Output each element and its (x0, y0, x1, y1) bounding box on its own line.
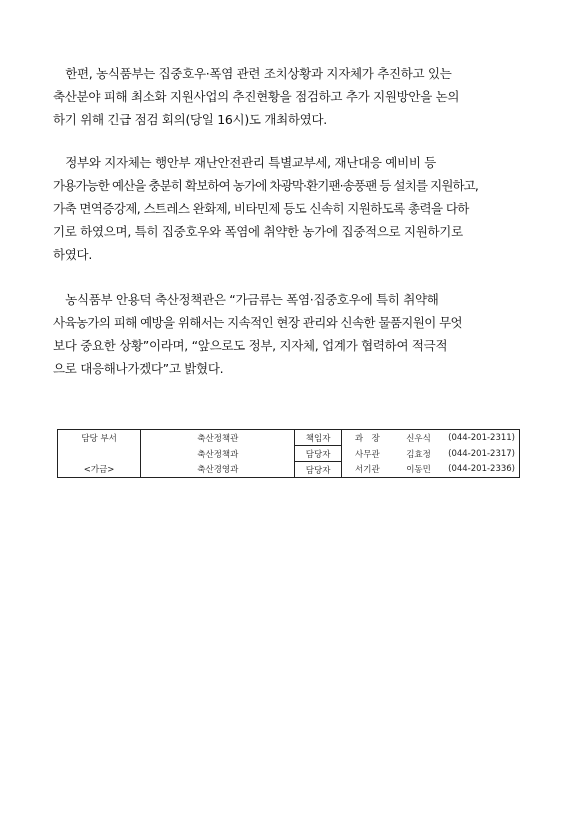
dept-spacer (58, 446, 141, 462)
paragraph-line: 한편, 농식품부는 집중호우·폭염 관련 조치상황과 지자체가 추진하고 있는 (53, 66, 452, 81)
dept-sub: <가금> (58, 462, 141, 478)
office-name: 축산정책관 (141, 430, 295, 446)
contact-name: 김효정 (406, 449, 431, 460)
contact-role: 담당자 (295, 462, 341, 478)
paragraph-line: 기로 하였으며, 특히 집중호우와 폭염에 취약한 농가에 집중적으로 지원하기로 (53, 224, 463, 239)
contact-position: 사무관 (355, 449, 380, 460)
contact-phone: (044-201-2317) (448, 448, 515, 459)
contact-phone: (044-201-2336) (448, 464, 515, 475)
contact-name: 신우식 (406, 433, 431, 444)
contact-position: 과 장 (354, 433, 380, 444)
contact-name: 이동민 (406, 465, 431, 476)
paragraph-line: 으로 대응해나가겠다”고 밝혔다. (53, 361, 224, 376)
contact-role: 담당자 (295, 446, 341, 462)
office-name: 축산정책과 (141, 446, 295, 462)
contact-phone: (044-201-2311) (448, 432, 515, 443)
paragraph-meeting (53, 62, 523, 131)
contact-table (57, 429, 520, 478)
paragraph-line: 사육농가의 피해 예방을 위해서는 지속적인 현장 관리와 신속한 물품지원이 무엇 (53, 315, 463, 330)
paragraph-line: 정부와 지자체는 행안부 재난안전관리 특별교부세, 재난대응 예비비 등 (53, 155, 437, 170)
contact-role: 책임자 (295, 430, 341, 446)
contact-position: 서기관 (355, 465, 380, 476)
paragraph-line: 하였다. (53, 247, 92, 262)
dept-label: 담당 부서 (58, 430, 141, 446)
paragraph-line: 가축 면역증강제, 스트레스 완화제, 비타민제 등도 신속히 지원하도록 총력을 다하 (53, 201, 469, 216)
paragraph-support (53, 151, 523, 266)
paragraph-line: 가용가능한 예산을 충분히 확보하여 농가에 차광막·환기팬·송풍팬 등 설치를 지원하고, (53, 178, 478, 193)
paragraph-line: 하기 위해 긴급 점검 회의(당일 16시)도 개최하였다. (53, 112, 327, 127)
paragraph-line: 축산분야 피해 최소화 지원사업의 추진현황을 점검하고 추가 지원방안을 논의 (53, 89, 460, 104)
paragraph-quote (53, 288, 523, 380)
paragraph-line: 보다 중요한 상황”이라며, “앞으로도 정부, 지자체, 업계가 협력하여 적극적 (53, 338, 448, 353)
office-name: 축산경영과 (141, 462, 295, 478)
paragraph-line: 농식품부 안용덕 축산정책관은 “가금류는 폭염·집중호우에 특히 취약해 (53, 292, 439, 307)
